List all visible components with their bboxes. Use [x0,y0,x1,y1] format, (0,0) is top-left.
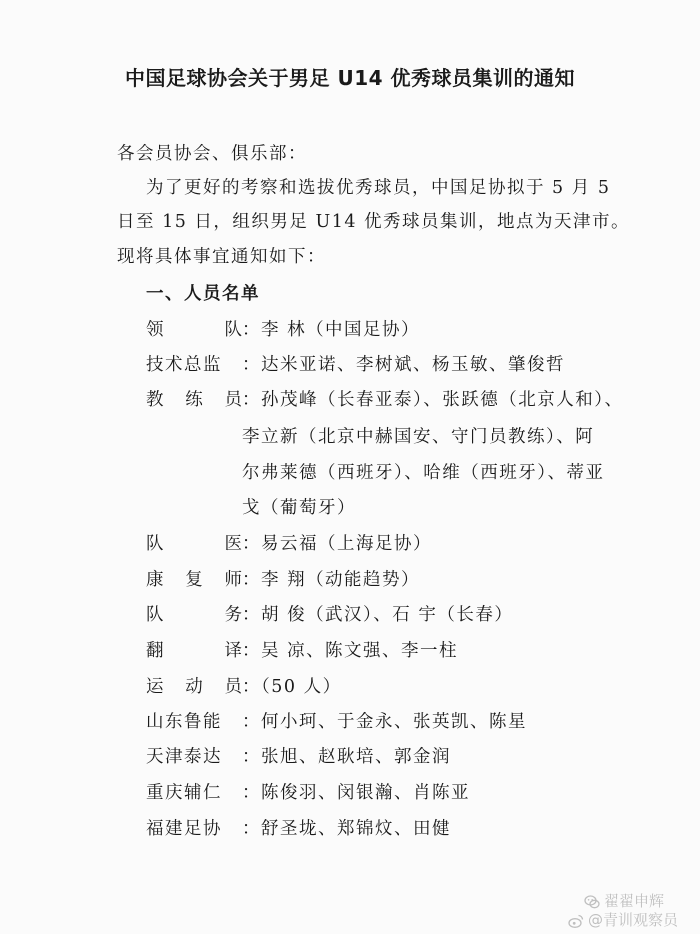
roster-value: ：孙茂峰（长春亚泰）、张跃德（北京人和）、 [242,390,624,410]
wechat-icon [584,894,600,910]
weibo-icon [568,913,584,929]
roster-label: 康 复 师 [146,570,242,590]
watermark-author: 翟翟申辉 [603,892,664,910]
document-title: 中国足球协会关于男足 U14 优秀球员集训的通知 [125,66,575,90]
greeting: 各会员协会、俱乐部： [117,144,307,164]
roster-label: 运 动 员 [146,677,242,697]
roster-label: 山东鲁能 [146,712,222,732]
intro-line-3: 现将具体事宜通知如下： [117,247,326,267]
roster-value: ：舒圣垅、郑锦炆、田健 [242,819,451,839]
roster-label: 重庆辅仁 [146,783,222,803]
roster-value: ：陈俊羽、闵银瀚、肖陈亚 [242,783,470,803]
roster-value: ：何小珂、于金永、张英凯、陈星 [242,712,527,732]
roster-label: 天津泰达 [146,747,222,767]
watermark-line-1 [568,892,678,911]
watermark-handle: @青训观察员 [587,911,678,929]
roster-value: ：达米亚诺、李树斌、杨玉敏、肇俊哲 [242,355,565,375]
intro-line-1: 为了更好的考察和选拔优秀球员，中国足协拟于 5 月 5 [146,178,611,198]
roster-value: ：李 翔（动能趋势） [242,570,421,590]
roster-label: 翻 译 [146,641,242,661]
coaches-continuation-1: 李立新（北京中赫国安、守门员教练）、阿 [242,427,595,447]
roster-label: 技术总监 [146,355,222,375]
section-heading-personnel: 一、人员名单 [146,284,260,304]
roster-value: ：吴 凉、陈文强、李一柱 [242,641,459,661]
roster-label: 队 医 [146,534,242,554]
roster-label: 领 队 [146,320,242,340]
roster-label: 福建足协 [146,819,222,839]
roster-value: ：（50 人） [242,677,342,697]
roster-value: ：胡 俊（武汉）、石 宇（长春） [242,605,514,625]
roster-value: ：易云福（上海足协） [242,534,432,554]
coaches-continuation-2: 尔弗莱德（西班牙）、哈维（西班牙）、蒂亚 [242,463,605,483]
roster-value: ：张旭、赵耿培、郭金润 [242,747,451,767]
intro-line-2: 日至 15 日，组织男足 U14 优秀球员集训，地点为天津市。 [117,212,631,232]
watermark-line-2 [568,911,678,930]
coaches-continuation-3: 戈（葡萄牙） [242,498,356,518]
roster-label: 队 务 [146,605,242,625]
watermark [568,892,678,930]
roster-label: 教 练 员 [146,390,242,410]
roster-value: ：李 林（中国足协） [242,320,421,340]
